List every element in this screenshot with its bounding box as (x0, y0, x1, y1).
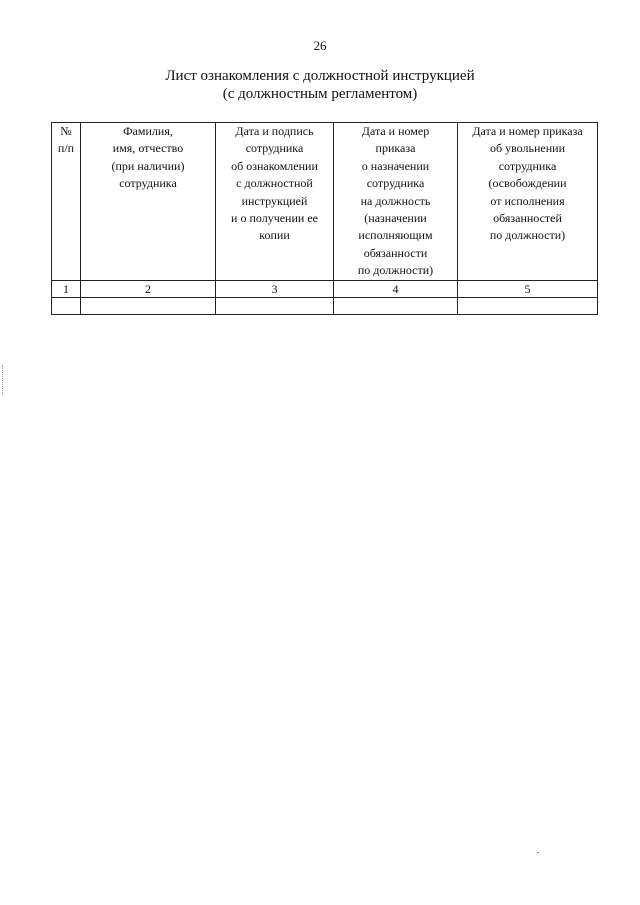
header-text: (назначении (364, 211, 427, 226)
document-title (0, 67, 640, 103)
header-text: по должности) (357, 263, 434, 278)
empty-cell[interactable] (458, 297, 598, 314)
title-line-1: Лист ознакомления с должностной инструкцией (165, 68, 475, 84)
header-text: сотрудника (366, 176, 425, 191)
header-text: имя, отчество (112, 141, 184, 156)
header-text: Дата и номер (361, 124, 430, 138)
column-number: 2 (81, 280, 216, 297)
header-text: (при наличии) (111, 158, 185, 173)
page-number: 26 (313, 38, 327, 53)
header-text: копии (259, 228, 290, 243)
header-text: Дата и подпись (235, 124, 314, 138)
table-row (52, 297, 598, 314)
column-number: 1 (52, 280, 81, 297)
header-appointment-order (334, 123, 458, 281)
header-text: приказа (375, 141, 416, 156)
header-acknowledgement-date-signature (216, 123, 334, 281)
header-text: (освобождении (488, 176, 567, 191)
table-header-row (52, 123, 598, 281)
empty-cell[interactable] (81, 297, 216, 314)
header-text: № (60, 124, 72, 138)
header-text: о назначении (361, 158, 430, 173)
header-dismissal-order (458, 123, 598, 281)
header-text: с должностной (236, 176, 313, 191)
header-text: от исполнения (490, 193, 565, 208)
column-number: 3 (216, 280, 334, 297)
header-text: сотрудника (245, 141, 304, 156)
column-number-row (52, 280, 598, 297)
acknowledgement-table (51, 122, 598, 315)
header-text: Дата и номер приказа (472, 124, 583, 138)
header-text: исполняющим (358, 228, 433, 243)
header-text: обязанностей (493, 211, 562, 226)
header-text: инструкцией (241, 193, 308, 208)
header-text: Фамилия, (123, 124, 173, 138)
header-text: по должности) (489, 228, 566, 243)
header-text: на должность (360, 193, 431, 208)
header-full-name (81, 123, 216, 281)
title-line-2: (с должностным регламентом) (222, 86, 418, 102)
column-number: 4 (334, 280, 458, 297)
header-text: сотрудника (119, 176, 177, 191)
header-text: об ознакомлении (231, 158, 318, 173)
header-text: и о получении ее (231, 211, 318, 226)
scan-edge-mark (2, 365, 4, 395)
scan-speck (537, 852, 539, 853)
empty-cell[interactable] (216, 297, 334, 314)
header-text: п/п (57, 141, 75, 156)
header-text: об увольнении (489, 141, 565, 156)
header-text: обязанности (363, 245, 428, 260)
column-number: 5 (458, 280, 598, 297)
empty-cell[interactable] (334, 297, 458, 314)
empty-cell[interactable] (52, 297, 81, 314)
header-number (52, 123, 81, 281)
header-text: сотрудника (498, 158, 557, 173)
